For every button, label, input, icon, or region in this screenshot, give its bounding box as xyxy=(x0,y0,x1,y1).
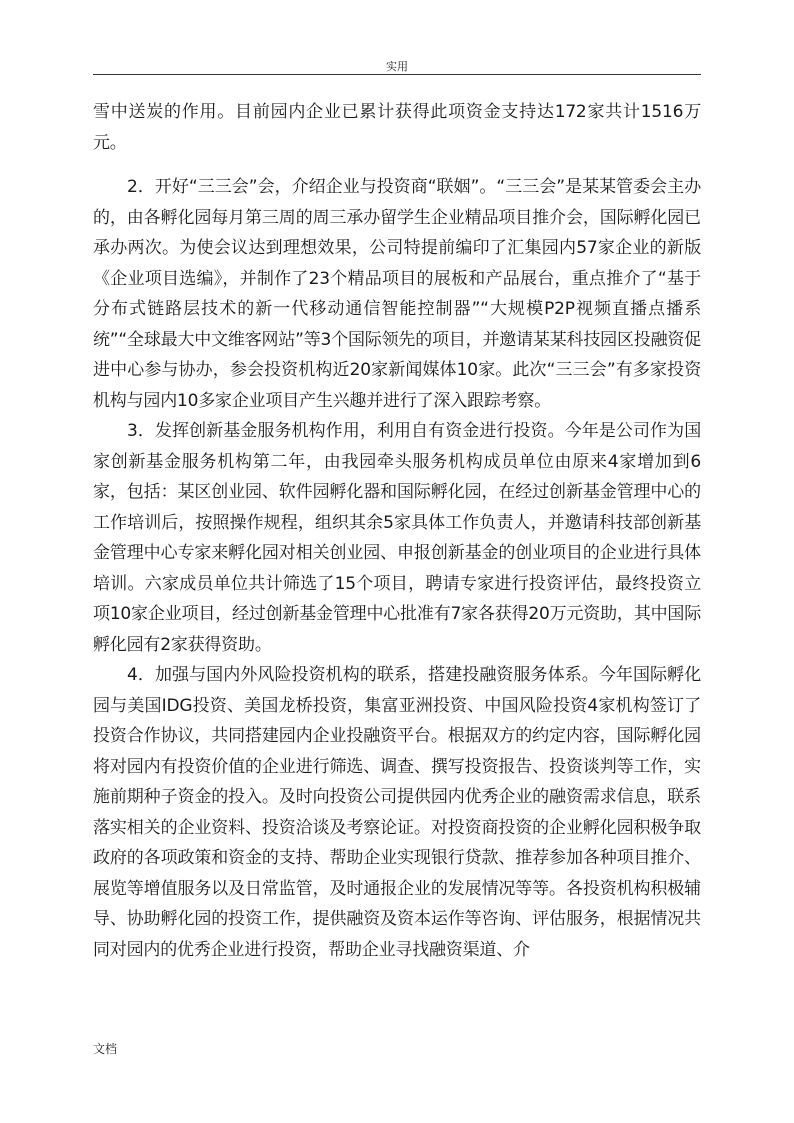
paragraph-item-2: 2．开好“三三会”会，介绍企业与投资商“联姻”。“三三会”是某某管委会主办的，由各孵化园每月第三周的周三承办留学生企业精品项目推介会，国际孵化园已承办两次。为使会议达到理想效果，公司特提前编印了汇集园内57家企业的新版《企业项目选编》，并制作了23个精品项目的展板和产品展台，重点推介了“基于分布式链路层技术的新一代移动通信智能控制器”“大规模P2P视频直播点播系统”“全球最大中文维客网站”等3个国际领先的项目，并邀请某某科技园区投融资促进中心参与协办，参会投资机构近20家新闻媒体10家。此次“三三会”有多家投资机构与园内10多家企业项目产生兴趣并进行了深入跟踪考察。 xyxy=(93,177,701,411)
paragraph-continuation: 雪中送炭的作用。目前园内企业已累计获得此项资金支持达172家共计1516万元。 xyxy=(93,102,701,153)
page-header: 实用 xyxy=(386,60,408,73)
document-body xyxy=(93,97,701,965)
paragraph-item-4: 4．加强与国内外风险投资机构的联系，搭建投融资服务体系。今年国际孵化园与美国IDG投资、美国龙桥投资，集富亚洲投资、中国风险投资4家机构签订了投资合作协议，共同搭建园内企业投融资平台。根据双方的约定内容，国际孵化园将对园内有投资价值的企业进行筛选、调查、撰写投资报告、投资谈判等工作，实施前期种子资金的投入。及时向投资公司提供园内优秀企业的融资需求信息，联系落实相关的企业资料、投资洽谈及考察论证。对投资商投资的企业孵化园积极争取政府的各项政策和资金的支持、帮助企业实现银行贷款、推荐参加各种项目推介、展览等增值服务以及日常监管，及时通报企业的发展情况等等。各投资机构积极辅导、协助孵化园的投资工作，提供融资及资本运作等咨询、评估服务，根据情况共同对园内的优秀企业进行投资，帮助企业寻找融资渠道、介 xyxy=(93,665,701,960)
paragraph-item-3: 3．发挥创新基金服务机构作用，利用自有资金进行投资。今年是公司作为国家创新基金服务机构第二年，由我园牵头服务机构成员单位由原来4家增加到6家，包括：某区创业园、软件园孵化器和国际孵化园，在经过创新基金管理中心的工作培训后，按照操作规程，组织其余5家具体工作负责人，并邀请科技部创新基金管理中心专家来孵化园对相关创业园、申报创新基金的创业项目的企业进行具体培训。六家成员单位共计筛选了15个项目，聘请专家进行投资评估，最终投资立项10家企业项目，经过创新基金管理中心批准有7家各获得20万元资助，其中国际孵化园有2家获得资助。 xyxy=(93,421,701,655)
header-divider xyxy=(93,74,701,75)
page-footer: 文档 xyxy=(93,1042,118,1056)
